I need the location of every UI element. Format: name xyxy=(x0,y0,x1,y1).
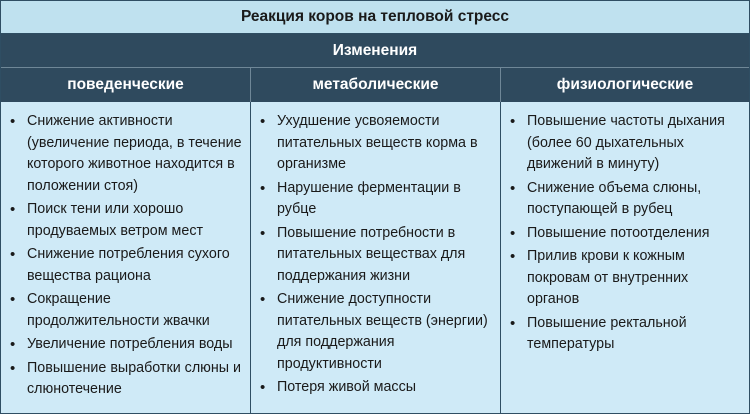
list-item: • Ухудшение усвояемости питательных веществ корма в организме xyxy=(259,111,494,176)
list-item: • Увеличение потребления воды xyxy=(9,334,244,356)
list-item: • Нарушение ферментации в рубце xyxy=(259,178,494,221)
column-metabolic xyxy=(250,102,500,413)
list-item: • Повышение частоты дыхания (более 60 дыхательных движений в минуту) xyxy=(509,111,743,176)
list-item: • Потеря живой массы xyxy=(259,377,494,399)
behavioral-list xyxy=(9,111,244,401)
column-header-metabolic: метаболические xyxy=(250,68,500,102)
physiological-list xyxy=(509,111,743,356)
list-item: • Снижение потребления сухого вещества рациона xyxy=(9,244,244,287)
list-item: • Повышение потребности в питательных веществах для поддержания жизни xyxy=(259,223,494,288)
table-title: Реакция коров на тепловой стресс xyxy=(1,1,749,34)
table-body xyxy=(1,102,749,413)
list-item: • Повышение выработки слюны и слюнотечение xyxy=(9,358,244,401)
list-item: • Поиск тени или хорошо продуваемых ветром мест xyxy=(9,199,244,242)
list-item: • Прилив крови к кожным покровам от внутренних органов xyxy=(509,246,743,311)
list-item: • Повышение ректальной температуры xyxy=(509,313,743,356)
list-item: • Снижение доступности питательных веществ (энергии) для поддержания продуктивности xyxy=(259,289,494,375)
column-behavioral xyxy=(1,102,250,413)
column-physiological xyxy=(500,102,749,413)
metabolic-list xyxy=(259,111,494,399)
list-item: • Повышение потоотделения xyxy=(509,223,743,245)
list-item: • Сокращение продолжительности жвачки xyxy=(9,289,244,332)
column-header-physiological: физиологические xyxy=(500,68,749,102)
column-header-behavioral: поведенческие xyxy=(67,76,184,93)
list-item: • Снижение объема слюны, поступающей в рубец xyxy=(509,178,743,221)
group-header-changes: Изменения xyxy=(1,34,749,68)
list-item: • Снижение активности (увеличение периода, в течение которого животное находится в положении стоя) xyxy=(9,111,244,197)
column-headers xyxy=(1,68,749,102)
